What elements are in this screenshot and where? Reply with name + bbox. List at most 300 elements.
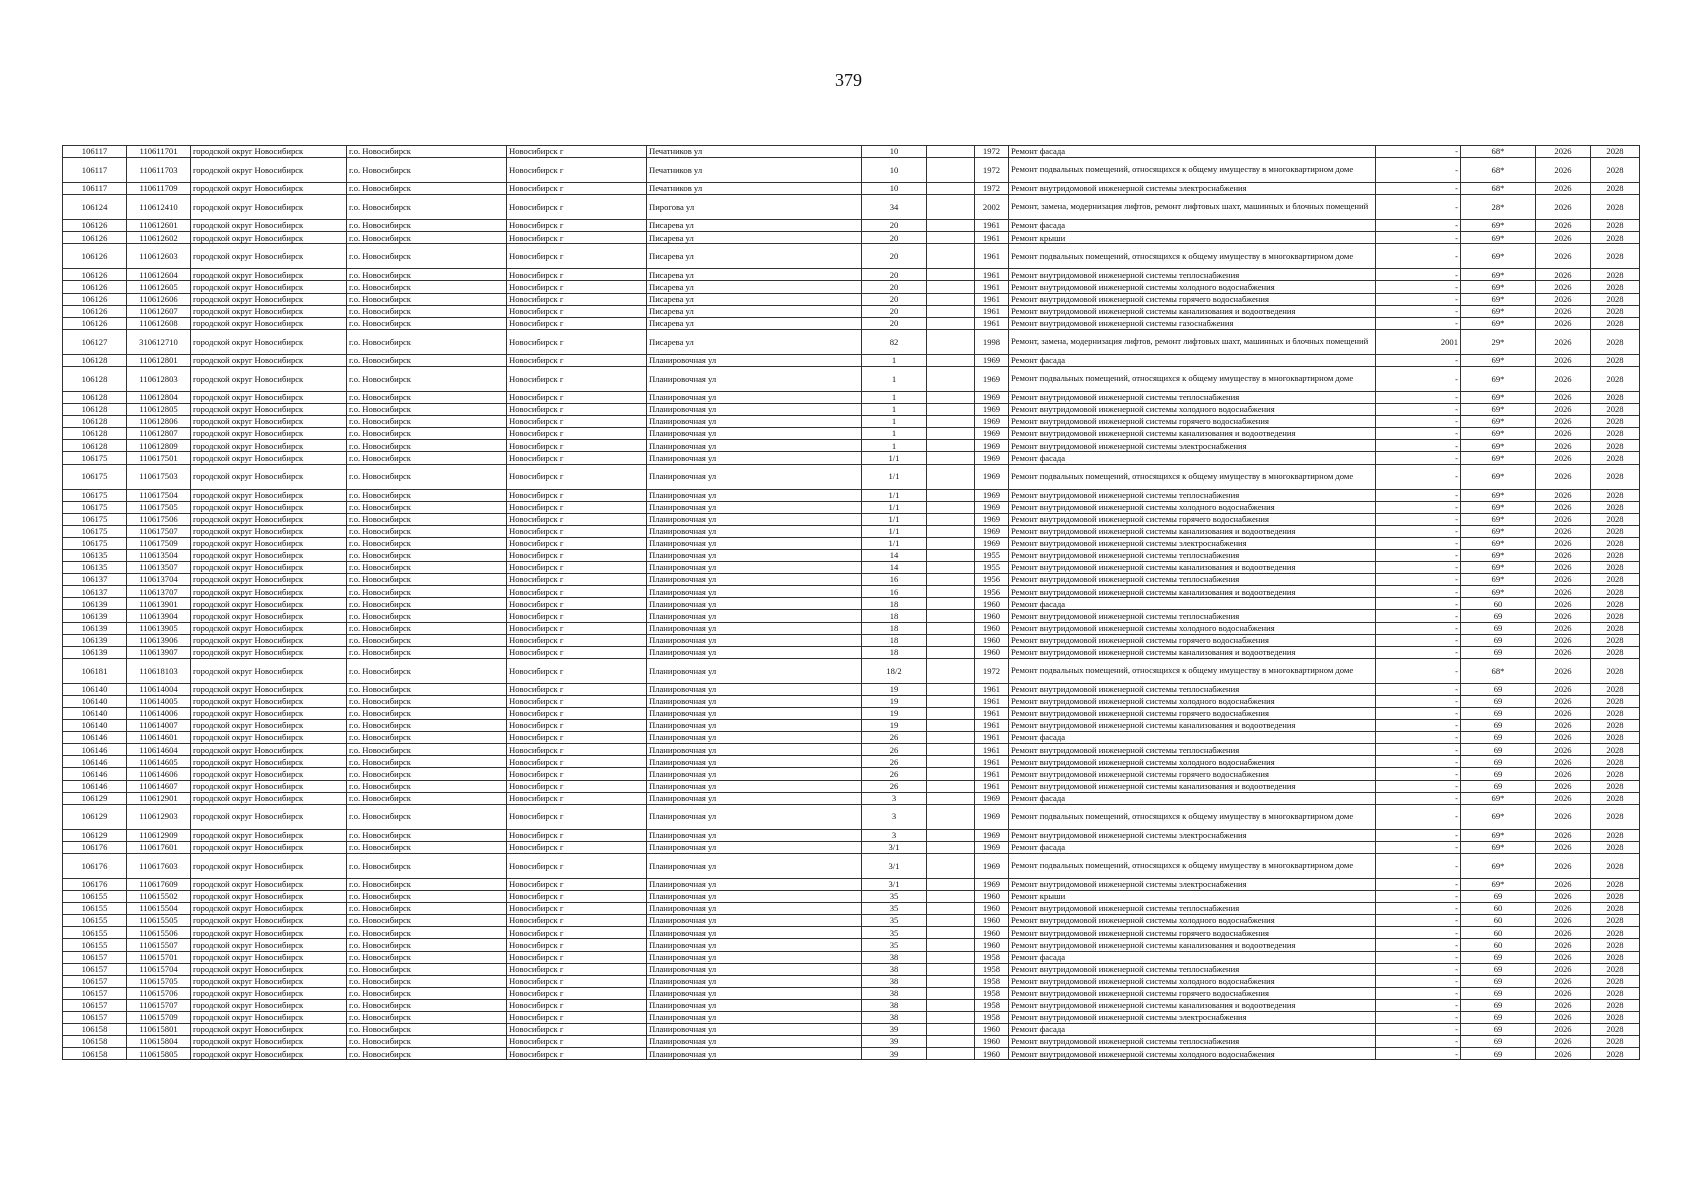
- house-id-cell: 106127: [63, 329, 127, 354]
- municipality-cell: городской округ Новосибирск: [191, 562, 347, 574]
- table-row: [63, 780, 1640, 792]
- building-cell: [927, 195, 975, 220]
- building-cell: [927, 610, 975, 622]
- wear-percent-cell: 69: [1461, 622, 1536, 634]
- municipality-cell: городской округ Новосибирск: [191, 452, 347, 464]
- locality-district-cell: г.о. Новосибирск: [347, 1024, 507, 1036]
- street-cell: Планировочная ул: [647, 708, 862, 720]
- building-cell: [927, 525, 975, 537]
- locality-district-cell: г.о. Новосибирск: [347, 598, 507, 610]
- wear-percent-cell: 69: [1461, 646, 1536, 658]
- house-id-cell: 106126: [63, 305, 127, 317]
- work-code-cell: 110615704: [127, 963, 191, 975]
- city-cell: Новосибирск г: [507, 903, 647, 915]
- work-type-cell: Ремонт внутридомовой инженерной системы канализования и водоотведения: [1009, 586, 1376, 598]
- work-code-cell: 110617506: [127, 513, 191, 525]
- wear-percent-cell: 69: [1461, 891, 1536, 903]
- house-number-cell: 1/1: [862, 537, 927, 549]
- locality-district-cell: г.о. Новосибирск: [347, 634, 507, 646]
- work-type-cell: Ремонт внутридомовой инженерной системы канализования и водоотведения: [1009, 999, 1376, 1011]
- house-number-cell: 14: [862, 562, 927, 574]
- city-cell: Новосибирск г: [507, 646, 647, 658]
- building-cell: [927, 293, 975, 305]
- city-cell: Новосибирск г: [507, 146, 647, 158]
- work-type-cell: Ремонт фасада: [1009, 220, 1376, 232]
- end-year-cell: 2028: [1591, 903, 1640, 915]
- house-number-cell: 35: [862, 915, 927, 927]
- start-year-cell: 2026: [1536, 951, 1591, 963]
- start-year-cell: 2026: [1536, 232, 1591, 244]
- end-year-cell: 2028: [1591, 999, 1640, 1011]
- house-number-cell: 38: [862, 987, 927, 999]
- street-cell: Планировочная ул: [647, 513, 862, 525]
- building-cell: [927, 513, 975, 525]
- building-cell: [927, 452, 975, 464]
- table-row: [63, 610, 1640, 622]
- build-year-cell: 1969: [975, 391, 1009, 403]
- table-row: [63, 329, 1640, 354]
- start-year-cell: 2026: [1536, 428, 1591, 440]
- house-number-cell: 18: [862, 622, 927, 634]
- end-year-cell: 2028: [1591, 366, 1640, 391]
- house-id-cell: 106155: [63, 939, 127, 951]
- house-id-cell: 106158: [63, 1048, 127, 1060]
- building-cell: [927, 646, 975, 658]
- building-cell: [927, 792, 975, 804]
- start-year-cell: 2026: [1536, 975, 1591, 987]
- start-year-cell: 2026: [1536, 999, 1591, 1011]
- house-id-cell: 106155: [63, 903, 127, 915]
- end-year-cell: 2028: [1591, 244, 1640, 269]
- building-cell: [927, 878, 975, 890]
- table-row: [63, 975, 1640, 987]
- building-cell: [927, 695, 975, 707]
- build-year-cell: 1958: [975, 975, 1009, 987]
- end-year-cell: 2028: [1591, 598, 1640, 610]
- municipality-cell: городской округ Новосибирск: [191, 440, 347, 452]
- build-year-cell: 1969: [975, 878, 1009, 890]
- commission-year-cell: -: [1376, 1024, 1461, 1036]
- commission-year-cell: -: [1376, 281, 1461, 293]
- end-year-cell: 2028: [1591, 622, 1640, 634]
- end-year-cell: 2028: [1591, 146, 1640, 158]
- building-cell: [927, 440, 975, 452]
- house-number-cell: 1: [862, 428, 927, 440]
- commission-year-cell: -: [1376, 452, 1461, 464]
- end-year-cell: 2028: [1591, 768, 1640, 780]
- table-row: [63, 963, 1640, 975]
- building-cell: [927, 586, 975, 598]
- locality-district-cell: г.о. Новосибирск: [347, 452, 507, 464]
- locality-district-cell: г.о. Новосибирск: [347, 915, 507, 927]
- end-year-cell: 2028: [1591, 1011, 1640, 1023]
- city-cell: Новосибирск г: [507, 999, 647, 1011]
- work-code-cell: 110612909: [127, 829, 191, 841]
- work-type-cell: Ремонт внутридомовой инженерной системы канализования и водоотведения: [1009, 525, 1376, 537]
- municipality-cell: городской округ Новосибирск: [191, 464, 347, 489]
- work-type-cell: Ремонт внутридомовой инженерной системы горячего водоснабжения: [1009, 293, 1376, 305]
- house-id-cell: 106146: [63, 756, 127, 768]
- start-year-cell: 2026: [1536, 853, 1591, 878]
- work-type-cell: Ремонт внутридомовой инженерной системы горячего водоснабжения: [1009, 634, 1376, 646]
- wear-percent-cell: 69: [1461, 708, 1536, 720]
- work-type-cell: Ремонт внутридомовой инженерной системы горячего водоснабжения: [1009, 513, 1376, 525]
- commission-year-cell: -: [1376, 146, 1461, 158]
- municipality-cell: городской округ Новосибирск: [191, 975, 347, 987]
- house-id-cell: 106139: [63, 634, 127, 646]
- street-cell: Планировочная ул: [647, 732, 862, 744]
- locality-district-cell: г.о. Новосибирск: [347, 464, 507, 489]
- work-type-cell: Ремонт внутридомовой инженерной системы канализования и водоотведения: [1009, 939, 1376, 951]
- commission-year-cell: -: [1376, 562, 1461, 574]
- table-row: [63, 428, 1640, 440]
- house-id-cell: 106146: [63, 744, 127, 756]
- work-type-cell: Ремонт внутридомовой инженерной системы электроснабжения: [1009, 1011, 1376, 1023]
- work-code-cell: 110612602: [127, 232, 191, 244]
- build-year-cell: 1961: [975, 720, 1009, 732]
- work-code-cell: 110617504: [127, 489, 191, 501]
- wear-percent-cell: 69*: [1461, 354, 1536, 366]
- building-cell: [927, 975, 975, 987]
- start-year-cell: 2026: [1536, 1036, 1591, 1048]
- municipality-cell: городской округ Новосибирск: [191, 1011, 347, 1023]
- build-year-cell: 1960: [975, 903, 1009, 915]
- table-row: [63, 281, 1640, 293]
- commission-year-cell: -: [1376, 1036, 1461, 1048]
- work-code-cell: 110617501: [127, 452, 191, 464]
- municipality-cell: городской округ Новосибирск: [191, 501, 347, 513]
- house-id-cell: 106175: [63, 525, 127, 537]
- build-year-cell: 1960: [975, 610, 1009, 622]
- build-year-cell: 1958: [975, 987, 1009, 999]
- commission-year-cell: -: [1376, 987, 1461, 999]
- work-type-cell: Ремонт внутридомовой инженерной системы теплоснабжения: [1009, 903, 1376, 915]
- work-type-cell: Ремонт внутридомовой инженерной системы канализования и водоотведения: [1009, 780, 1376, 792]
- build-year-cell: 1969: [975, 792, 1009, 804]
- municipality-cell: городской округ Новосибирск: [191, 586, 347, 598]
- city-cell: Новосибирск г: [507, 780, 647, 792]
- house-number-cell: 26: [862, 732, 927, 744]
- locality-district-cell: г.о. Новосибирск: [347, 927, 507, 939]
- commission-year-cell: -: [1376, 220, 1461, 232]
- house-number-cell: 1: [862, 366, 927, 391]
- city-cell: Новосибирск г: [507, 610, 647, 622]
- wear-percent-cell: 29*: [1461, 329, 1536, 354]
- city-cell: Новосибирск г: [507, 574, 647, 586]
- work-code-cell: 110612410: [127, 195, 191, 220]
- start-year-cell: 2026: [1536, 1024, 1591, 1036]
- house-number-cell: 3/1: [862, 841, 927, 853]
- house-id-cell: 106117: [63, 146, 127, 158]
- start-year-cell: 2026: [1536, 939, 1591, 951]
- work-code-cell: 110613507: [127, 562, 191, 574]
- commission-year-cell: -: [1376, 183, 1461, 195]
- work-code-cell: 110615701: [127, 951, 191, 963]
- wear-percent-cell: 69*: [1461, 549, 1536, 561]
- city-cell: Новосибирск г: [507, 183, 647, 195]
- street-cell: Планировочная ул: [647, 951, 862, 963]
- wear-percent-cell: 69: [1461, 756, 1536, 768]
- house-id-cell: 106157: [63, 975, 127, 987]
- house-id-cell: 106128: [63, 416, 127, 428]
- house-id-cell: 106175: [63, 464, 127, 489]
- page-number: 379: [835, 70, 862, 90]
- table-row: [63, 1048, 1640, 1060]
- end-year-cell: 2028: [1591, 683, 1640, 695]
- end-year-cell: 2028: [1591, 537, 1640, 549]
- municipality-cell: городской округ Новосибирск: [191, 195, 347, 220]
- start-year-cell: 2026: [1536, 513, 1591, 525]
- start-year-cell: 2026: [1536, 792, 1591, 804]
- building-cell: [927, 404, 975, 416]
- municipality-cell: городской округ Новосибирск: [191, 391, 347, 403]
- house-id-cell: 106117: [63, 158, 127, 183]
- work-code-cell: 110615805: [127, 1048, 191, 1060]
- city-cell: Новосибирск г: [507, 598, 647, 610]
- city-cell: Новосибирск г: [507, 853, 647, 878]
- build-year-cell: 1958: [975, 999, 1009, 1011]
- commission-year-cell: -: [1376, 939, 1461, 951]
- house-number-cell: 1: [862, 440, 927, 452]
- city-cell: Новосибирск г: [507, 404, 647, 416]
- city-cell: Новосибирск г: [507, 891, 647, 903]
- work-code-cell: 110613906: [127, 634, 191, 646]
- house-id-cell: 106175: [63, 501, 127, 513]
- house-number-cell: 38: [862, 975, 927, 987]
- house-number-cell: 1/1: [862, 513, 927, 525]
- house-id-cell: 106139: [63, 622, 127, 634]
- end-year-cell: 2028: [1591, 610, 1640, 622]
- street-cell: Писарева ул: [647, 220, 862, 232]
- start-year-cell: 2026: [1536, 780, 1591, 792]
- work-type-cell: Ремонт внутридомовой инженерной системы электроснабжения: [1009, 878, 1376, 890]
- start-year-cell: 2026: [1536, 183, 1591, 195]
- work-code-cell: 110613704: [127, 574, 191, 586]
- table-row: [63, 829, 1640, 841]
- work-code-cell: 110617603: [127, 853, 191, 878]
- build-year-cell: 1969: [975, 404, 1009, 416]
- work-code-cell: 110613904: [127, 610, 191, 622]
- build-year-cell: 1961: [975, 281, 1009, 293]
- house-id-cell: 106175: [63, 452, 127, 464]
- table-row: [63, 695, 1640, 707]
- end-year-cell: 2028: [1591, 281, 1640, 293]
- building-cell: [927, 915, 975, 927]
- build-year-cell: 1960: [975, 939, 1009, 951]
- street-cell: Планировочная ул: [647, 501, 862, 513]
- work-code-cell: 110614005: [127, 695, 191, 707]
- locality-district-cell: г.о. Новосибирск: [347, 720, 507, 732]
- building-cell: [927, 146, 975, 158]
- locality-district-cell: г.о. Новосибирск: [347, 1048, 507, 1060]
- city-cell: Новосибирск г: [507, 293, 647, 305]
- municipality-cell: городской округ Новосибирск: [191, 756, 347, 768]
- wear-percent-cell: 69: [1461, 1024, 1536, 1036]
- municipality-cell: городской округ Новосибирск: [191, 744, 347, 756]
- table-row: [63, 927, 1640, 939]
- street-cell: Писарева ул: [647, 281, 862, 293]
- locality-district-cell: г.о. Новосибирск: [347, 829, 507, 841]
- build-year-cell: 1969: [975, 428, 1009, 440]
- city-cell: Новосибирск г: [507, 768, 647, 780]
- house-id-cell: 106129: [63, 829, 127, 841]
- locality-district-cell: г.о. Новосибирск: [347, 622, 507, 634]
- end-year-cell: 2028: [1591, 804, 1640, 829]
- wear-percent-cell: 69*: [1461, 501, 1536, 513]
- work-code-cell: 110611701: [127, 146, 191, 158]
- municipality-cell: городской округ Новосибирск: [191, 610, 347, 622]
- build-year-cell: 1960: [975, 598, 1009, 610]
- city-cell: Новосибирск г: [507, 720, 647, 732]
- commission-year-cell: -: [1376, 927, 1461, 939]
- municipality-cell: городской округ Новосибирск: [191, 354, 347, 366]
- municipality-cell: городской округ Новосибирск: [191, 549, 347, 561]
- street-cell: Планировочная ул: [647, 416, 862, 428]
- wear-percent-cell: 69*: [1461, 513, 1536, 525]
- start-year-cell: 2026: [1536, 464, 1591, 489]
- start-year-cell: 2026: [1536, 891, 1591, 903]
- street-cell: Печатников ул: [647, 183, 862, 195]
- commission-year-cell: -: [1376, 963, 1461, 975]
- city-cell: Новосибирск г: [507, 489, 647, 501]
- locality-district-cell: г.о. Новосибирск: [347, 1036, 507, 1048]
- commission-year-cell: -: [1376, 269, 1461, 281]
- wear-percent-cell: 69*: [1461, 281, 1536, 293]
- work-type-cell: Ремонт крыши: [1009, 891, 1376, 903]
- table-row: [63, 792, 1640, 804]
- end-year-cell: 2028: [1591, 975, 1640, 987]
- locality-district-cell: г.о. Новосибирск: [347, 951, 507, 963]
- house-number-cell: 19: [862, 683, 927, 695]
- building-cell: [927, 963, 975, 975]
- work-code-cell: 110615507: [127, 939, 191, 951]
- build-year-cell: 1969: [975, 841, 1009, 853]
- municipality-cell: городской округ Новосибирск: [191, 244, 347, 269]
- street-cell: Планировочная ул: [647, 841, 862, 853]
- wear-percent-cell: 69*: [1461, 440, 1536, 452]
- city-cell: Новосибирск г: [507, 804, 647, 829]
- street-cell: Планировочная ул: [647, 853, 862, 878]
- work-type-cell: Ремонт, замена, модернизация лифтов, ремонт лифтовых шахт, машинных и блочных помещений: [1009, 195, 1376, 220]
- city-cell: Новосибирск г: [507, 317, 647, 329]
- work-type-cell: Ремонт внутридомовой инженерной системы газоснабжения: [1009, 317, 1376, 329]
- house-number-cell: 20: [862, 244, 927, 269]
- build-year-cell: 1969: [975, 537, 1009, 549]
- house-id-cell: 106126: [63, 317, 127, 329]
- table-row: [63, 232, 1640, 244]
- end-year-cell: 2028: [1591, 317, 1640, 329]
- building-cell: [927, 549, 975, 561]
- city-cell: Новосибирск г: [507, 269, 647, 281]
- street-cell: Планировочная ул: [647, 354, 862, 366]
- commission-year-cell: -: [1376, 951, 1461, 963]
- house-number-cell: 20: [862, 317, 927, 329]
- work-code-cell: 110613907: [127, 646, 191, 658]
- end-year-cell: 2028: [1591, 293, 1640, 305]
- commission-year-cell: -: [1376, 464, 1461, 489]
- building-cell: [927, 744, 975, 756]
- street-cell: Планировочная ул: [647, 440, 862, 452]
- house-number-cell: 1: [862, 391, 927, 403]
- work-type-cell: Ремонт внутридомовой инженерной системы электроснабжения: [1009, 183, 1376, 195]
- end-year-cell: 2028: [1591, 744, 1640, 756]
- building-cell: [927, 489, 975, 501]
- city-cell: Новосибирск г: [507, 391, 647, 403]
- work-type-cell: Ремонт фасада: [1009, 452, 1376, 464]
- locality-district-cell: г.о. Новосибирск: [347, 440, 507, 452]
- locality-district-cell: г.о. Новосибирск: [347, 428, 507, 440]
- wear-percent-cell: 69: [1461, 987, 1536, 999]
- build-year-cell: 1958: [975, 963, 1009, 975]
- start-year-cell: 2026: [1536, 646, 1591, 658]
- table-row: [63, 658, 1640, 683]
- municipality-cell: городской округ Новосибирск: [191, 293, 347, 305]
- house-id-cell: 106126: [63, 244, 127, 269]
- building-cell: [927, 1036, 975, 1048]
- end-year-cell: 2028: [1591, 513, 1640, 525]
- end-year-cell: 2028: [1591, 951, 1640, 963]
- municipality-cell: городской округ Новосибирск: [191, 999, 347, 1011]
- start-year-cell: 2026: [1536, 732, 1591, 744]
- start-year-cell: 2026: [1536, 829, 1591, 841]
- wear-percent-cell: 69*: [1461, 269, 1536, 281]
- municipality-cell: городской округ Новосибирск: [191, 598, 347, 610]
- house-id-cell: 106126: [63, 220, 127, 232]
- house-id-cell: 106128: [63, 366, 127, 391]
- end-year-cell: 2028: [1591, 658, 1640, 683]
- build-year-cell: 1961: [975, 695, 1009, 707]
- work-type-cell: Ремонт внутридомовой инженерной системы холодного водоснабжения: [1009, 281, 1376, 293]
- commission-year-cell: -: [1376, 878, 1461, 890]
- work-type-cell: Ремонт внутридомовой инженерной системы теплоснабжения: [1009, 489, 1376, 501]
- building-cell: [927, 683, 975, 695]
- house-id-cell: 106126: [63, 281, 127, 293]
- start-year-cell: 2026: [1536, 708, 1591, 720]
- street-cell: Планировочная ул: [647, 1011, 862, 1023]
- end-year-cell: 2028: [1591, 269, 1640, 281]
- commission-year-cell: -: [1376, 804, 1461, 829]
- wear-percent-cell: 69*: [1461, 317, 1536, 329]
- wear-percent-cell: 69: [1461, 951, 1536, 963]
- street-cell: Планировочная ул: [647, 586, 862, 598]
- city-cell: Новосибирск г: [507, 744, 647, 756]
- municipality-cell: городской округ Новосибирск: [191, 1024, 347, 1036]
- end-year-cell: 2028: [1591, 489, 1640, 501]
- municipality-cell: городской округ Новосибирск: [191, 768, 347, 780]
- table-row: [63, 768, 1640, 780]
- table-row: [63, 293, 1640, 305]
- building-cell: [927, 853, 975, 878]
- work-type-cell: Ремонт внутридомовой инженерной системы горячего водоснабжения: [1009, 927, 1376, 939]
- street-cell: Планировочная ул: [647, 792, 862, 804]
- street-cell: Планировочная ул: [647, 574, 862, 586]
- house-number-cell: 18: [862, 634, 927, 646]
- house-number-cell: 35: [862, 903, 927, 915]
- work-type-cell: Ремонт подвальных помещений, относящихся к общему имуществу в многоквартирном доме: [1009, 158, 1376, 183]
- house-id-cell: 106157: [63, 951, 127, 963]
- build-year-cell: 1961: [975, 220, 1009, 232]
- street-cell: Планировочная ул: [647, 622, 862, 634]
- end-year-cell: 2028: [1591, 1024, 1640, 1036]
- house-number-cell: 16: [862, 574, 927, 586]
- work-type-cell: Ремонт подвальных помещений, относящихся к общему имуществу в многоквартирном доме: [1009, 853, 1376, 878]
- municipality-cell: городской округ Новосибирск: [191, 158, 347, 183]
- table-row: [63, 999, 1640, 1011]
- city-cell: Новосибирск г: [507, 1036, 647, 1048]
- table-row: [63, 404, 1640, 416]
- locality-district-cell: г.о. Новосибирск: [347, 158, 507, 183]
- house-id-cell: 106157: [63, 999, 127, 1011]
